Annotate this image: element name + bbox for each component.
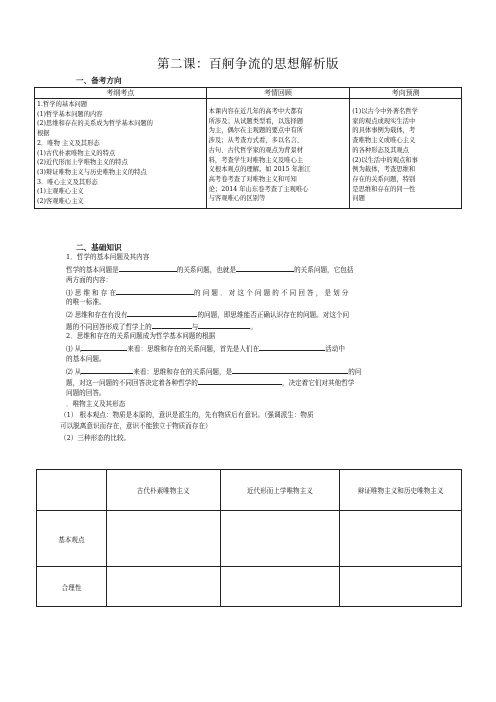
table-cell[interactable] — [106, 567, 220, 607]
list-item: 3．唯心主义及其形态 — [37, 178, 98, 186]
text-line: ⑴ 从 来看：思维和存在的关系问题，首先是人们在 活动中 — [66, 342, 436, 353]
list-item: 1.哲学的基本问题 — [37, 101, 88, 108]
list-item: 2．唯物 主义及其形态 — [37, 139, 100, 147]
text-line: 1．哲学的基本问题及其内容 — [66, 253, 150, 261]
text-line: 涉及；从考查方式看，多以名言、 — [208, 137, 304, 145]
text-line: 的具体事例为载体，考 — [352, 127, 416, 135]
row-label: 基本观点 — [37, 511, 107, 567]
exam-review-cell — [206, 99, 350, 209]
list-item: 根据 — [37, 130, 50, 138]
table-cell[interactable] — [106, 511, 220, 567]
text-line: 义根本观点的理解。如 2015 年浙江 — [208, 166, 311, 174]
table-header-cell: 考纲考点 — [35, 88, 207, 99]
text-line: 两方面的内容： — [66, 275, 113, 284]
list-item: (1)哲学基本问题的内容 — [37, 110, 103, 118]
text-line: 的基本问题。 — [66, 354, 106, 363]
list-item: (2)思维和存在的关系成为哲学基本问题的 — [37, 120, 153, 128]
table-cell[interactable] — [340, 511, 462, 567]
text-line: 本课内容在近几年的高考中大都有 — [208, 108, 304, 115]
text-line: ⑵ 思维和存在有没有 的问题，即思维能否正确认识存在的问题。对这个问 — [66, 308, 436, 319]
text-line: 问题的回答。 — [66, 388, 106, 397]
basic-knowledge-body — [60, 252, 436, 444]
text-line: 古句、古代哲学家的观点为背景材 — [208, 146, 304, 154]
table-cell[interactable] — [220, 567, 340, 607]
fill-blank[interactable] — [127, 308, 197, 317]
list-item: (1)主观唯心主义 — [37, 188, 84, 196]
text-line: 为主，偶尔在主观题的要点中有所 — [208, 127, 304, 135]
table-header-cell: 古代朴素唯物主义 — [106, 470, 220, 511]
text-line: ⑴ 思 维 和 存 在 的 问 题 ． 对 这 个 问 题 的 不 同 回 答 ， 是 划 分 — [66, 286, 436, 297]
text-line: 可以脱离意识而存在，意识不能独立于物质而存在） — [60, 422, 212, 431]
text-line: 题的不同回答形成了哲学上的 与 。 — [66, 320, 436, 331]
section-heading-exam-direction: 一、备考方向 — [76, 76, 122, 85]
text-line: 是思维和存在的同一性 — [352, 185, 416, 193]
fill-blank[interactable] — [152, 320, 192, 329]
table-header-row — [35, 88, 462, 99]
text-line: 所涉及；从试题类型看，以选择题 — [208, 117, 304, 125]
trend-forecast-cell — [350, 99, 462, 209]
list-item: (2)近代形而上学唯物主义的特点 — [37, 159, 128, 167]
outline-points-cell — [35, 99, 207, 209]
page-title: 第二课：百舸争流的思想解析版 — [156, 56, 339, 71]
text-line: 问题 — [352, 195, 365, 203]
row-label: 合理性 — [37, 567, 107, 607]
text-line: 论；2014 年山东卷考查了主观唯心 — [208, 185, 309, 193]
text-line: 的唯一标准。 — [66, 298, 106, 307]
list-item: (2)客观唯心主义 — [37, 198, 84, 206]
text-line: 查唯物主义或唯心主义 — [352, 137, 416, 145]
text-line: 存在的关系问题，特别 — [352, 175, 416, 183]
fill-blank[interactable] — [198, 376, 282, 385]
table-header-row — [37, 470, 462, 511]
text-line: 高考卷考查了对唯物主义和可知 — [208, 175, 297, 183]
materialism-comparison-table — [36, 469, 462, 607]
exam-outline-table — [34, 87, 462, 209]
fill-blank[interactable] — [119, 263, 177, 272]
list-item: (3)辩证唯物主义与历史唯物主义的特点 — [37, 168, 147, 176]
text-line: 2．思维和存在的关系问题成为哲学基本问题的根据 — [66, 332, 216, 341]
table-header-cell: 考情回顾 — [206, 88, 350, 99]
text-line: ⑵ 从 来看：思维和存在的关系问题，是 的问 — [66, 365, 436, 376]
text-line: 的各种形态及其观点 — [352, 146, 409, 154]
text-line: 例为载体，考查思维和 — [352, 166, 416, 174]
fill-blank[interactable] — [232, 365, 348, 374]
text-line: (2)以生活中的观点和事 — [352, 156, 418, 164]
fill-blank[interactable] — [81, 342, 127, 351]
fill-blank[interactable] — [81, 365, 133, 374]
text-line: 哲学的基本问题是 的关系问题，也就是 的关系问题，它包括 — [66, 263, 436, 274]
text-line: 与客观唯心的区别等 — [208, 195, 266, 203]
table-header-cell: 考向预测 — [350, 88, 462, 99]
table-row — [37, 511, 462, 567]
list-item: (1)古代朴素唯物主义的特点 — [37, 149, 116, 157]
text-line: ．唯物主义及其形态 — [66, 399, 126, 408]
section-heading-basic-knowledge: 二、基础知识 — [76, 243, 122, 252]
fill-blank[interactable] — [198, 320, 250, 329]
fill-blank[interactable] — [236, 263, 294, 272]
text-line: 家的观点或现实生活中 — [352, 117, 416, 125]
text-line: （2）三种形态的比较。 — [60, 433, 131, 442]
table-cell[interactable] — [340, 567, 462, 607]
table-header-cell: 辩证唯物主义和历史唯物主义 — [340, 470, 462, 511]
table-row — [37, 567, 462, 607]
table-header-cell — [37, 470, 107, 511]
fill-blank[interactable] — [116, 286, 194, 295]
text-line: 料，考查学生对唯物主义及唯心主 — [208, 156, 304, 164]
fill-blank[interactable] — [259, 342, 325, 351]
text-line: 题，对这一问题的不同回答决定着各种哲学的 ，决定着它们对其他哲学 — [66, 376, 436, 387]
table-cell[interactable] — [220, 511, 340, 567]
text-line: （1） 根本观点：物质是本原的，意识是派生的，先有物质后有意识。（强调派生：物质 — [60, 411, 314, 420]
table-header-cell: 近代形而上学唯物主义 — [220, 470, 340, 511]
text-line: (1)以古今中外著名哲学 — [352, 108, 418, 115]
table-row — [35, 99, 462, 209]
